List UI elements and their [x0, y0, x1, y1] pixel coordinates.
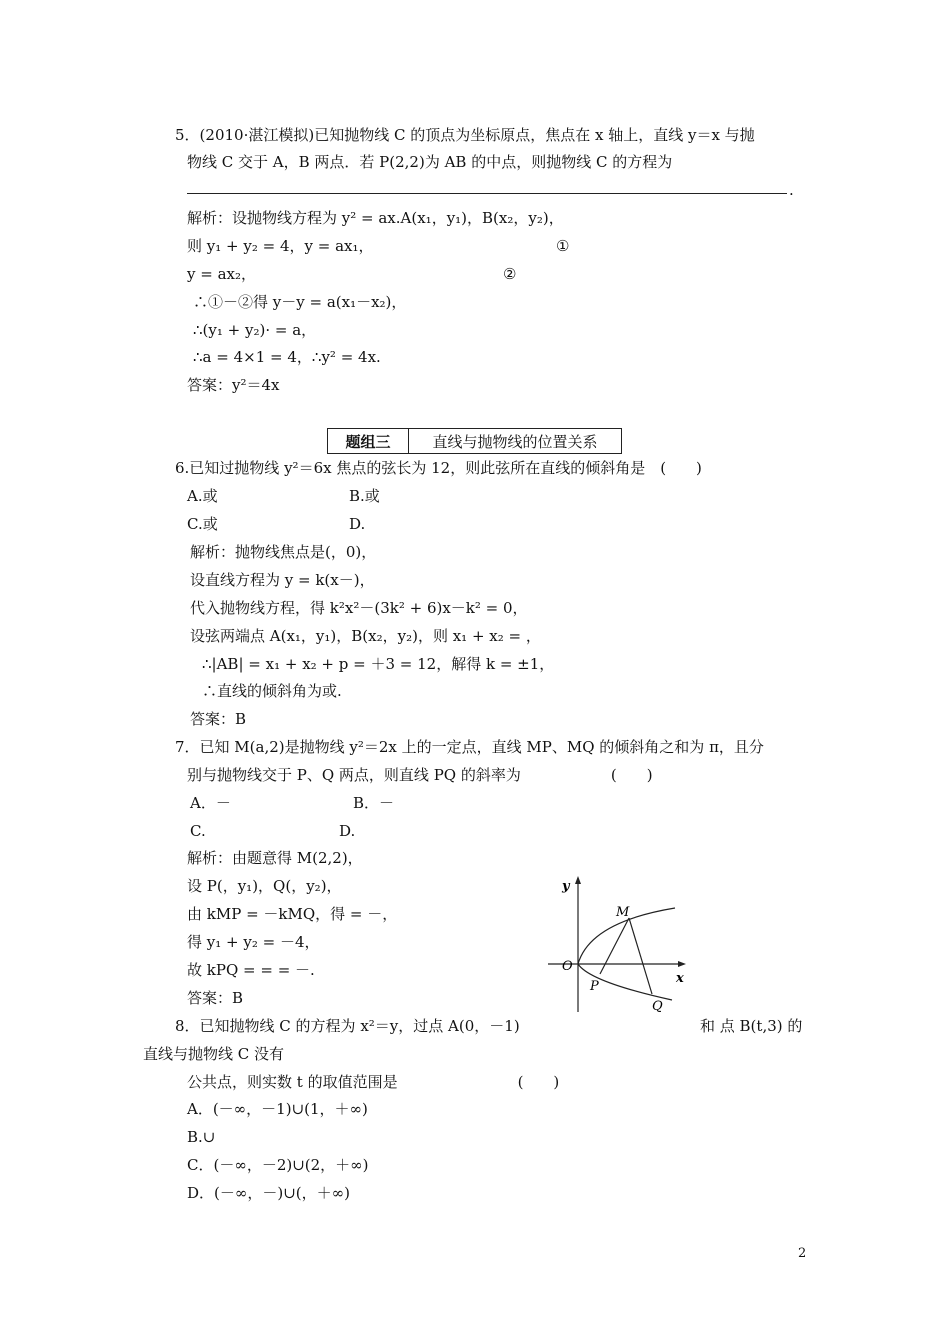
q7-solution-line: 解析：由题意得 M(2,2)， — [187, 849, 363, 867]
group-title: 直线与抛物线的位置关系 — [432, 432, 598, 451]
q8-stem-line1-tail: 和 点 B(t,3) 的 — [700, 1017, 803, 1035]
q8-stem-line1: 8．已知抛物线 C 的方程为 x²＝y，过点 A(0，－1) — [175, 1017, 520, 1035]
page-number: 2 — [798, 1246, 807, 1261]
q7-stem-line1: 7．已知 M(a,2)是抛物线 y²＝2x 上的一定点，直线 MP、MQ 的倾斜角之和为 π，且分 — [175, 738, 764, 756]
equation-mark-1: ① — [556, 237, 570, 255]
group-label: 题组三 — [328, 429, 409, 453]
point-q-label: Q — [652, 999, 663, 1014]
q6-solution-line: 代入抛物线方程，得 k²x²－(3k² + 6)x－k² = 0， — [190, 599, 528, 617]
answer-blank-line — [187, 193, 787, 194]
q6-solution-line: 解析：抛物线焦点是(，0)， — [190, 543, 377, 561]
q7-solution-line: 故 kPQ = = = －. — [187, 961, 315, 979]
q7-answer: 答案：B — [187, 989, 244, 1007]
q7-solution-line: 设 P(，y₁)，Q(，y₂)， — [187, 877, 342, 895]
q8-stem-line3: 公共点，则实数 t 的取值范围是 ( ) — [187, 1073, 560, 1091]
point-p-label: P — [590, 979, 599, 994]
q8-stem-line2: 直线与抛物线 C 没有 — [143, 1045, 285, 1063]
q6-option-b: B.或 — [349, 487, 380, 505]
q5-answer: 答案：y²＝4x — [187, 376, 280, 394]
q7-option-b: B．－ — [353, 794, 395, 812]
x-axis-label: x — [676, 971, 684, 986]
origin-label: O — [562, 959, 573, 974]
q6-option-c: C.或 — [187, 515, 218, 533]
q5-solution-line: ∴a = 4×1 = 4，∴y² = 4x. — [193, 348, 381, 366]
q8-option-c: C．(－∞，－2)∪(2，＋∞) — [187, 1156, 369, 1174]
topic-group-box — [327, 428, 622, 454]
q6-solution-line: ∴|AB| = x₁ + x₂ + p = ＋3 = 12，解得 k = ±1， — [202, 655, 555, 673]
q5-solution-line: 解析：设抛物线方程为 y² = ax.A(x₁，y₁)，B(x₂，y₂)， — [187, 209, 564, 227]
q8-option-b: B.∪ — [187, 1128, 216, 1146]
q5-solution-line: ∴①－②得 y－y = a(x₁－x₂)， — [193, 293, 407, 311]
q7-solution-line: 得 y₁ + y₂ = －4， — [187, 933, 320, 951]
equation-mark-2: ② — [503, 265, 517, 283]
q8-option-a: A．(－∞，－1)∪(1，＋∞) — [187, 1100, 368, 1118]
q8-option-d: D．(－∞，－)∪(，＋∞) — [187, 1184, 350, 1202]
q6-solution-line: 设弦两端点 A(x₁，y₁)，B(x₂，y₂)，则 x₁ + x₂ = ， — [190, 627, 541, 645]
q5-solution-line: ∴(y₁ + y₂)· = a， — [193, 321, 317, 339]
q5-solution-line: y = ax₂， — [187, 265, 256, 283]
parabola-figure — [540, 872, 700, 1020]
q5-stem-line1: 5．(2010·湛江模拟)已知抛物线 C 的顶点为坐标原点，焦点在 x 轴上，直线 y＝x 与抛 — [175, 126, 755, 144]
q7-option-a: A．－ — [190, 794, 231, 812]
q7-option-c: C. — [190, 822, 206, 840]
q6-stem: 6.已知过抛物线 y²＝6x 焦点的弦长为 12，则此弦所在直线的倾斜角是 ( ) — [175, 459, 702, 477]
y-axis-label: y — [562, 879, 570, 894]
blank-period: . — [789, 181, 794, 199]
point-m-label: M — [616, 905, 630, 920]
q5-stem-line2: 物线 C 交于 A，B 两点．若 P(2,2)为 AB 的中点，则抛物线 C 的方程为 — [187, 153, 673, 171]
q6-answer: 答案：B — [190, 710, 247, 728]
q7-solution-line: 由 kMP = －kMQ，得 = －， — [187, 905, 398, 923]
q6-option-a: A.或 — [187, 487, 218, 505]
q6-option-d: D. — [349, 515, 366, 533]
q6-solution-line: 设直线方程为 y = k(x－)， — [190, 571, 375, 589]
q5-solution-line: 则 y₁ + y₂ = 4，y = ax₁， — [187, 237, 374, 255]
q7-stem-line2: 别与抛物线交于 P、Q 两点，则直线 PQ 的斜率为 ( ) — [187, 766, 653, 784]
q6-solution-line: ∴直线的倾斜角为或. — [202, 682, 342, 700]
q7-option-d: D. — [339, 822, 356, 840]
